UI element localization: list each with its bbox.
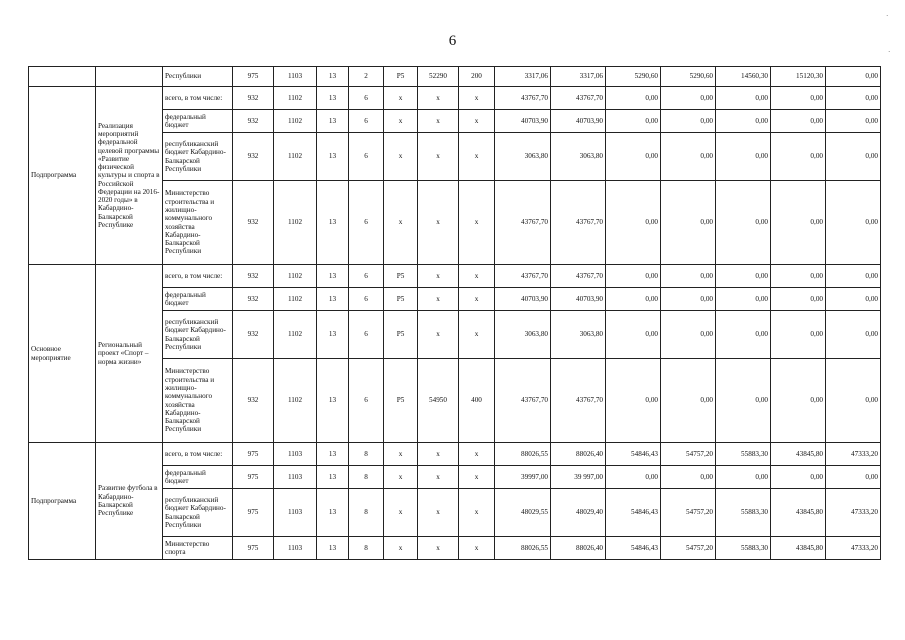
code-cell: x: [459, 110, 495, 133]
value-cell: 43767,70: [495, 359, 551, 443]
value-cell: 5290,60: [606, 67, 661, 87]
value-cell: 0,00: [716, 133, 771, 181]
code-cell: x: [384, 87, 418, 110]
value-cell: 0,00: [606, 181, 661, 265]
value-cell: 0,00: [826, 359, 881, 443]
source-cell: республиканский бюджет Кабардино-Балкарской Республики: [163, 489, 233, 537]
source-cell: Министерство строительства и жилищно-коммунального хозяйства Кабардино-Балкарской Республики: [163, 181, 233, 265]
code-cell: 1102: [274, 181, 317, 265]
code-cell: x: [418, 87, 459, 110]
value-cell: 0,00: [771, 359, 826, 443]
value-cell: 0,00: [716, 311, 771, 359]
value-cell: 88026,40: [551, 537, 606, 560]
code-cell: x: [418, 443, 459, 466]
code-cell: x: [384, 466, 418, 489]
code-cell: 932: [233, 359, 274, 443]
value-cell: 88026,55: [495, 443, 551, 466]
code-cell: 13: [317, 110, 349, 133]
value-cell: 0,00: [826, 265, 881, 288]
name-cell: Реализация мероприятий федеральной целевой программы «Развитие физической культуры и спорта в Российской Федерации на 2016-2020 годы» в Кабардино-Балкарской Республике: [96, 87, 163, 265]
code-cell: 8: [349, 443, 384, 466]
code-cell: 400: [459, 359, 495, 443]
value-cell: 40703,90: [551, 110, 606, 133]
value-cell: 0,00: [771, 87, 826, 110]
value-cell: 0,00: [606, 265, 661, 288]
value-cell: 43767,70: [495, 265, 551, 288]
code-cell: P5: [384, 288, 418, 311]
code-cell: 13: [317, 359, 349, 443]
code-cell: 932: [233, 110, 274, 133]
value-cell: 3317,06: [495, 67, 551, 87]
margin-mark: ·: [886, 12, 889, 20]
code-cell: x: [459, 489, 495, 537]
code-cell: x: [418, 288, 459, 311]
code-cell: 1102: [274, 288, 317, 311]
value-cell: 0,00: [771, 181, 826, 265]
value-cell: 0,00: [716, 181, 771, 265]
value-cell: 0,00: [826, 67, 881, 87]
code-cell: x: [384, 133, 418, 181]
value-cell: 0,00: [661, 110, 716, 133]
value-cell: 0,00: [661, 466, 716, 489]
code-cell: x: [418, 311, 459, 359]
value-cell: 43767,70: [551, 87, 606, 110]
code-cell: P5: [384, 265, 418, 288]
code-cell: 1102: [274, 110, 317, 133]
value-cell: 55883,30: [716, 537, 771, 560]
code-cell: x: [384, 489, 418, 537]
code-cell: x: [384, 110, 418, 133]
code-cell: 1103: [274, 537, 317, 560]
code-cell: 975: [233, 537, 274, 560]
value-cell: 0,00: [826, 311, 881, 359]
table-row: [29, 265, 881, 288]
value-cell: 0,00: [826, 110, 881, 133]
type-cell: Подпрограмма: [29, 87, 96, 265]
value-cell: 0,00: [716, 265, 771, 288]
value-cell: 3063,80: [551, 311, 606, 359]
code-cell: 2: [349, 67, 384, 87]
code-cell: 13: [317, 67, 349, 87]
table-row: [29, 87, 881, 110]
code-cell: 13: [317, 311, 349, 359]
source-cell: федеральный бюджет: [163, 288, 233, 311]
code-cell: 932: [233, 311, 274, 359]
code-cell: 6: [349, 288, 384, 311]
budget-table: [28, 66, 881, 560]
value-cell: 0,00: [826, 133, 881, 181]
code-cell: 1102: [274, 265, 317, 288]
value-cell: 39 997,00: [551, 466, 606, 489]
code-cell: 8: [349, 537, 384, 560]
code-cell: 1103: [274, 67, 317, 87]
code-cell: x: [418, 466, 459, 489]
source-cell: республиканский бюджет Кабардино-Балкарской Республики: [163, 133, 233, 181]
value-cell: 0,00: [606, 466, 661, 489]
code-cell: x: [459, 87, 495, 110]
value-cell: 14560,30: [716, 67, 771, 87]
value-cell: 0,00: [661, 311, 716, 359]
code-cell: 1102: [274, 87, 317, 110]
code-cell: x: [418, 133, 459, 181]
value-cell: 0,00: [771, 466, 826, 489]
code-cell: P5: [384, 67, 418, 87]
value-cell: 0,00: [771, 288, 826, 311]
value-cell: 54757,20: [661, 489, 716, 537]
code-cell: 932: [233, 181, 274, 265]
code-cell: 6: [349, 359, 384, 443]
value-cell: 0,00: [716, 359, 771, 443]
name-cell: Региональный проект «Спорт – норма жизни»: [96, 265, 163, 443]
value-cell: 54846,43: [606, 537, 661, 560]
margin-mark: ·: [888, 48, 891, 56]
code-cell: x: [384, 443, 418, 466]
code-cell: 975: [233, 466, 274, 489]
value-cell: 54757,20: [661, 537, 716, 560]
value-cell: 0,00: [661, 288, 716, 311]
code-cell: x: [418, 265, 459, 288]
value-cell: 0,00: [606, 87, 661, 110]
value-cell: 40703,90: [551, 288, 606, 311]
value-cell: 0,00: [771, 311, 826, 359]
value-cell: 0,00: [661, 133, 716, 181]
value-cell: 0,00: [606, 133, 661, 181]
code-cell: 13: [317, 265, 349, 288]
value-cell: 3063,80: [495, 133, 551, 181]
code-cell: x: [459, 537, 495, 560]
value-cell: 54757,20: [661, 443, 716, 466]
type-cell: [29, 67, 96, 87]
code-cell: 1102: [274, 133, 317, 181]
code-cell: 932: [233, 87, 274, 110]
code-cell: 6: [349, 133, 384, 181]
value-cell: 0,00: [606, 110, 661, 133]
value-cell: 40703,90: [495, 288, 551, 311]
value-cell: 15120,30: [771, 67, 826, 87]
code-cell: 1102: [274, 359, 317, 443]
code-cell: 1103: [274, 443, 317, 466]
value-cell: 43845,80: [771, 489, 826, 537]
code-cell: 1102: [274, 311, 317, 359]
source-cell: федеральный бюджет: [163, 110, 233, 133]
code-cell: 200: [459, 67, 495, 87]
source-cell: всего, в том числе:: [163, 87, 233, 110]
code-cell: 6: [349, 265, 384, 288]
type-cell: Подпрограмма: [29, 443, 96, 560]
code-cell: 13: [317, 443, 349, 466]
name-cell: Развитие футбола в Кабардино-Балкарской Республике: [96, 443, 163, 560]
value-cell: 43767,70: [495, 181, 551, 265]
code-cell: x: [418, 181, 459, 265]
code-cell: 52290: [418, 67, 459, 87]
source-cell: республиканский бюджет Кабардино-Балкарской Республики: [163, 311, 233, 359]
code-cell: 13: [317, 537, 349, 560]
value-cell: 48029,55: [495, 489, 551, 537]
source-cell: Республики: [163, 67, 233, 87]
table-row: [29, 443, 881, 466]
code-cell: x: [384, 181, 418, 265]
value-cell: 47333,20: [826, 489, 881, 537]
value-cell: 39997,00: [495, 466, 551, 489]
code-cell: 13: [317, 466, 349, 489]
code-cell: 6: [349, 110, 384, 133]
value-cell: 43845,80: [771, 537, 826, 560]
value-cell: 0,00: [661, 87, 716, 110]
code-cell: 13: [317, 489, 349, 537]
type-cell: Основное мероприятие: [29, 265, 96, 443]
code-cell: 932: [233, 288, 274, 311]
value-cell: 3317,06: [551, 67, 606, 87]
code-cell: 932: [233, 133, 274, 181]
value-cell: 0,00: [661, 265, 716, 288]
value-cell: 0,00: [826, 181, 881, 265]
value-cell: 0,00: [716, 288, 771, 311]
source-cell: Министерство строительства и жилищно-коммунального хозяйства Кабардино-Балкарской Республики: [163, 359, 233, 443]
table-row: [29, 67, 881, 87]
value-cell: 0,00: [716, 110, 771, 133]
code-cell: 975: [233, 443, 274, 466]
source-cell: федеральный бюджет: [163, 466, 233, 489]
value-cell: 43767,70: [495, 87, 551, 110]
source-cell: всего, в том числе:: [163, 265, 233, 288]
value-cell: 43767,70: [551, 359, 606, 443]
value-cell: 88026,55: [495, 537, 551, 560]
value-cell: 47333,20: [826, 443, 881, 466]
code-cell: 13: [317, 133, 349, 181]
code-cell: x: [459, 133, 495, 181]
code-cell: x: [459, 265, 495, 288]
code-cell: 8: [349, 466, 384, 489]
code-cell: 13: [317, 181, 349, 265]
value-cell: 0,00: [771, 110, 826, 133]
code-cell: x: [459, 466, 495, 489]
code-cell: 6: [349, 311, 384, 359]
value-cell: 0,00: [606, 311, 661, 359]
value-cell: 47333,20: [826, 537, 881, 560]
code-cell: x: [459, 288, 495, 311]
code-cell: 13: [317, 87, 349, 110]
code-cell: x: [384, 537, 418, 560]
value-cell: 0,00: [826, 466, 881, 489]
code-cell: x: [459, 311, 495, 359]
value-cell: 3063,80: [495, 311, 551, 359]
value-cell: 5290,60: [661, 67, 716, 87]
value-cell: 48029,40: [551, 489, 606, 537]
code-cell: x: [418, 110, 459, 133]
code-cell: 975: [233, 67, 274, 87]
value-cell: 43767,70: [551, 265, 606, 288]
value-cell: 40703,90: [495, 110, 551, 133]
code-cell: 975: [233, 489, 274, 537]
code-cell: P5: [384, 359, 418, 443]
code-cell: P5: [384, 311, 418, 359]
value-cell: 54846,43: [606, 443, 661, 466]
source-cell: Министерство спорта: [163, 537, 233, 560]
code-cell: x: [418, 489, 459, 537]
value-cell: 0,00: [606, 359, 661, 443]
value-cell: 43845,80: [771, 443, 826, 466]
value-cell: 43767,70: [551, 181, 606, 265]
value-cell: 0,00: [606, 288, 661, 311]
code-cell: 8: [349, 489, 384, 537]
value-cell: 0,00: [716, 466, 771, 489]
code-cell: x: [418, 537, 459, 560]
code-cell: 1103: [274, 489, 317, 537]
value-cell: 3063,80: [551, 133, 606, 181]
code-cell: 6: [349, 181, 384, 265]
value-cell: 0,00: [771, 133, 826, 181]
value-cell: 54846,43: [606, 489, 661, 537]
value-cell: 55883,30: [716, 443, 771, 466]
value-cell: 0,00: [771, 265, 826, 288]
value-cell: 0,00: [661, 359, 716, 443]
value-cell: 55883,30: [716, 489, 771, 537]
code-cell: x: [459, 443, 495, 466]
code-cell: x: [459, 181, 495, 265]
page-number: 6: [448, 33, 457, 49]
value-cell: 0,00: [716, 87, 771, 110]
code-cell: 54950: [418, 359, 459, 443]
code-cell: 1103: [274, 466, 317, 489]
code-cell: 6: [349, 87, 384, 110]
code-cell: 932: [233, 265, 274, 288]
source-cell: всего, в том числе:: [163, 443, 233, 466]
value-cell: 0,00: [826, 87, 881, 110]
code-cell: 13: [317, 288, 349, 311]
value-cell: 88026,40: [551, 443, 606, 466]
value-cell: 0,00: [661, 181, 716, 265]
value-cell: 0,00: [826, 288, 881, 311]
name-cell: [96, 67, 163, 87]
